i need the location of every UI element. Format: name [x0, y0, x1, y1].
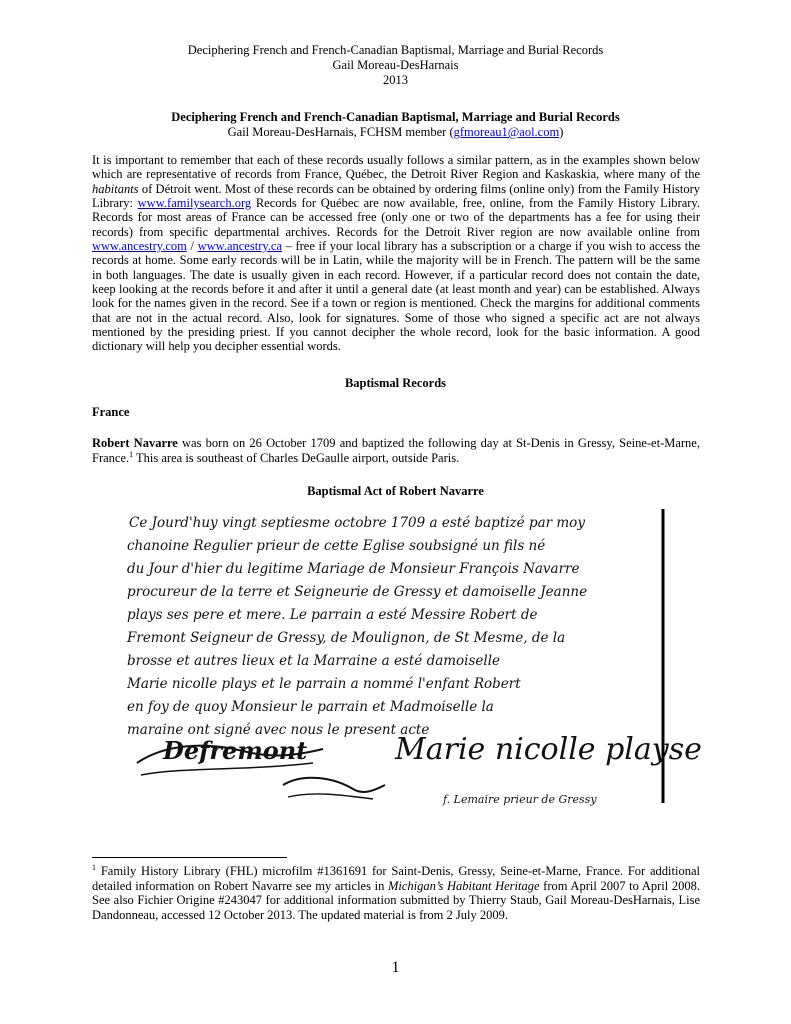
manuscript-line: Fremont Seigneur de Gressy, de Moulignon, de St Mesme, de la	[127, 630, 566, 646]
author-line	[0, 125, 791, 140]
intro-slash: /	[186, 239, 198, 254]
footnote	[92, 864, 700, 922]
header-author: Gail Moreau-DesHarnais	[332, 58, 459, 72]
france-heading: France	[92, 405, 130, 419]
footnote-separator	[92, 857, 287, 858]
manuscript-line: en foy de quoy Monsieur le parrain et Madmoiselle la	[127, 699, 494, 715]
footnote-mark: 1	[92, 862, 96, 872]
footnote-text-1: Family History Library (FHL) microfilm #1361691 for Saint-Denis, Gressy, Seine-et-Marne, France. For additional detailed information on Robert Navarre see my articles in	[92, 864, 700, 893]
familysearch-link[interactable]: www.familysearch.org	[137, 196, 252, 211]
document-title: Deciphering French and French-Canadian Baptismal, Marriage and Burial Records	[171, 110, 620, 124]
manuscript-line: plays ses pere et mere. Le parrain a esté Messire Robert de	[127, 607, 538, 623]
intro-text-3: Records for Québec are now available, free, online, from the Family History Library. Records for most areas of France can be accessed free (only one or two of the departments has a fee for using their records) from specific departmental archives. Records for the Detroit River region are now available online from	[92, 196, 700, 239]
manuscript-line: brosse et autres lieux et la Marraine a esté damoiselle	[127, 653, 501, 669]
author-name: Gail Moreau-DesHarnais, FCHSM member (	[227, 125, 454, 139]
manuscript-line: maraine ont signé avec nous le present acte	[127, 722, 430, 738]
manuscript-line: chanoine Regulier prieur de cette Eglise soubsigné un fils né	[127, 538, 546, 554]
baptismal-records-heading: Baptismal Records	[344, 376, 447, 390]
signature-bottom-right-text: f. Lemaire prieur de Gressy	[443, 793, 597, 806]
robert-navarre-paragraph	[92, 436, 700, 466]
header-year: 2013	[383, 73, 408, 87]
footnote-text-2: from April 2007 to April 2008. See also Fichier Origine #243047 for additional information submitted by Thierry Staub, Gail Moreau-DesHarnais, Lise Dandonneau, accessed 12 October 2013. The updated material is from 2 July 2009.	[92, 878, 700, 922]
intro-paragraph	[92, 153, 700, 354]
footnote-journal: Michigan’s Habitant Heritage	[388, 878, 540, 893]
intro-text-2: of Détroit went. Most of these records can be obtained by ordering films (online only) from the Family History Library:	[92, 181, 700, 211]
footnote-ref[interactable]: 1	[129, 449, 134, 459]
running-header	[0, 43, 791, 88]
figure-title: Baptismal Act of Robert Navarre	[307, 484, 484, 498]
signature-left-text: Defremont	[163, 736, 308, 765]
manuscript-line: Ce Jourd'huy vingt septiesme octobre 1709 a esté baptizé par moy	[129, 515, 585, 531]
robert-text-1: was born on 26 October 1709 and baptized the following day at St-Denis in Gressy, Seine-et-Marne, France.	[92, 436, 700, 465]
manuscript-line: procureur de la terre et Seigneurie de Gressy et damoiselle Jeanne	[127, 584, 588, 600]
intro-text-4: – free if your local library has a subscription or a charge if you wish to access the records at home. Some early records will be in Latin, while the majority will be in French. The pattern will be the same in both languages. The date is usually given in each record. However, if a particular record does not contain the date, keep looking at the records before it and after it until a general date (at least month and year) can be established. Always look for the names given in the record. See if a town or region is mentioned. Check the margins for additional comments that are not in the actual record. Also, look for signatures. Some of those who signed a specific act are not always mentioned by the presiding priest. If you cannot decipher the whole record, look for the basic information. A good dictionary will help you decipher essential words.	[92, 239, 700, 354]
intro-habitants: habitants	[92, 181, 139, 196]
signature-marie-nicolle: Marie nicolle playse	[395, 732, 702, 767]
author-suffix: )	[559, 125, 564, 139]
intro-text-1: It is important to remember that each of these records usually follows a similar pattern, as in the examples shown below which are representative of records from France, Québec, the Detroit River Region and Kaskaskia, where many of the	[92, 153, 700, 182]
manuscript-line: du Jour d'hier du legitime Mariage de Monsieur François Navarre	[127, 561, 580, 577]
ancestry-com-link[interactable]: www.ancestry.com	[92, 239, 187, 254]
robert-name: Robert Navarre	[92, 436, 178, 450]
manuscript-line: Marie nicolle plays et le parrain a nommé l'enfant Robert	[127, 676, 521, 692]
author-email-link[interactable]: gfmoreau1@aol.com	[453, 125, 560, 139]
baptismal-act-manuscript-image	[123, 505, 702, 807]
robert-text-2: This area is southeast of Charles DeGaulle airport, outside Paris.	[133, 451, 460, 465]
ancestry-ca-link[interactable]: www.ancestry.ca	[197, 239, 283, 254]
title-block	[0, 110, 791, 140]
page-number: 1	[391, 959, 400, 976]
header-title: Deciphering French and French-Canadian Baptismal, Marriage and Burial Records	[187, 43, 604, 57]
